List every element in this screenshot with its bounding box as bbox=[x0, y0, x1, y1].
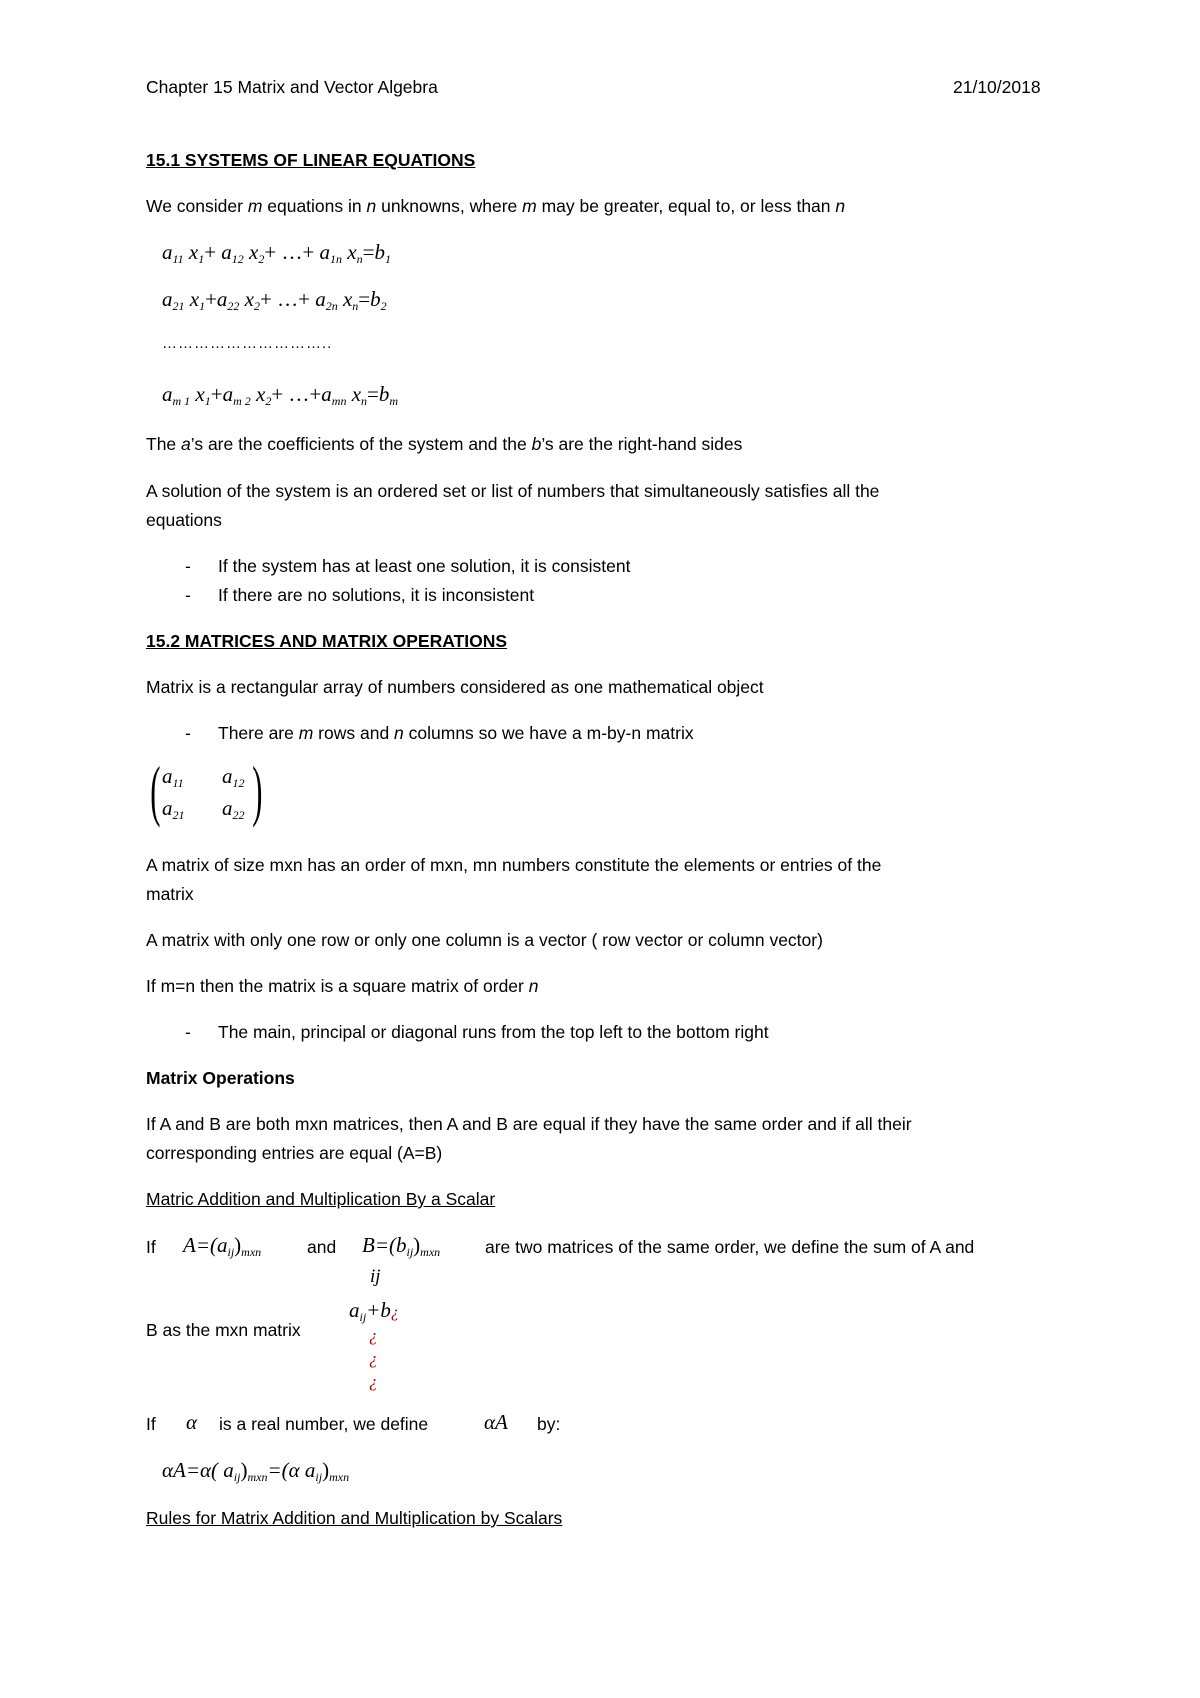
alpha-symbol: α bbox=[186, 1410, 198, 1434]
header-date: 21/10/2018 bbox=[953, 77, 1041, 97]
sum-index-label: ij bbox=[370, 1266, 381, 1287]
section-heading-15-1: 15.1 SYSTEMS OF LINEAR EQUATIONS bbox=[146, 150, 476, 170]
bullet-marker: - bbox=[185, 585, 191, 605]
example-matrix bbox=[150, 752, 270, 836]
size-paragraph-line-1: A matrix of size mxn has an order of mxn, mn numbers constitute the elements or entries of the bbox=[146, 855, 882, 875]
bullet-rows-columns: There are m rows and n columns so we have a m-by-n matrix bbox=[218, 723, 694, 743]
alpha-A-symbol: αA bbox=[484, 1410, 508, 1434]
chapter-title: Chapter 15 Matrix and Vector Algebra bbox=[146, 77, 438, 97]
sum-definition-text: B as the mxn matrix bbox=[146, 1320, 301, 1340]
solution-paragraph-line-2: equations bbox=[146, 510, 222, 530]
if-label: If bbox=[146, 1414, 156, 1434]
sum-expression: $a_{ij}+b¿$ bbox=[349, 1298, 399, 1324]
rules-subheading: Rules for Matrix Addition and Multiplication by Scalars bbox=[146, 1508, 563, 1528]
equation-row-2: $a_{21}$ $x_1+a_{22}$ $x_2+$ …+ $a_{2n}$ $x_n=b_2$ bbox=[162, 287, 387, 313]
right-parenthesis: ) bbox=[252, 752, 263, 828]
real-number-text: is a real number, we define bbox=[219, 1414, 429, 1434]
left-parenthesis: ( bbox=[150, 752, 161, 828]
matrix-entry-a11: $a_{11}$ bbox=[162, 764, 184, 790]
matrix-definition: Matrix is a rectangular array of numbers considered as one mathematical object bbox=[146, 677, 764, 697]
equality-paragraph-line-1: If A and B are both mxn matrices, then A and B are equal if they have the same order and if all their bbox=[146, 1114, 912, 1134]
bullet-consistent: If the system has at least one solution, it is consistent bbox=[218, 556, 631, 576]
inverted-question-glyph: ¿ bbox=[369, 1349, 378, 1368]
same-order-text: are two matrices of the same order, we define the sum of A and bbox=[485, 1237, 975, 1257]
scalar-multiplication-equation: αA=α( $a_{ij})_{mxn}=(\alpha$ $a_{ij})_{mxn}$ bbox=[162, 1458, 350, 1484]
addition-subheading: Matric Addition and Multiplication By a Scalar bbox=[146, 1189, 496, 1209]
equality-paragraph-line-2: corresponding entries are equal (A=B) bbox=[146, 1143, 443, 1163]
vector-paragraph: A matrix with only one row or only one column is a vector ( row vector or column vector) bbox=[146, 930, 823, 950]
matrix-entry-a21: $a_{21}$ bbox=[162, 796, 185, 822]
intro-paragraph: We consider m equations in n unknowns, where m may be greater, equal to, or less than n bbox=[146, 196, 846, 216]
matrix-entry-a22: $a_{22}$ bbox=[222, 796, 245, 822]
solution-paragraph-line-1: A solution of the system is an ordered set or list of numbers that simultaneously satisfies all the bbox=[146, 481, 880, 501]
by-label: by: bbox=[537, 1414, 561, 1434]
bullet-marker: - bbox=[185, 556, 191, 576]
matrix-A-definition: $A=(a_{ij})_{mxn}$ bbox=[183, 1233, 262, 1259]
matrix-B-definition: $B=(b_{ij})_{mxn}$ bbox=[362, 1233, 441, 1259]
if-label: If bbox=[146, 1237, 156, 1257]
section-heading-15-2: 15.2 MATRICES AND MATRIX OPERATIONS bbox=[146, 631, 508, 651]
bullet-marker: - bbox=[185, 723, 191, 743]
equation-row-1: $a_{11}$ $x_1+ a_{12}$ $x_2+$ …+ $a_{1n}$ $x_n=b_1$ bbox=[162, 240, 391, 266]
square-matrix-paragraph: If m=n then the matrix is a square matrix of order n bbox=[146, 976, 539, 996]
and-label: and bbox=[307, 1237, 337, 1257]
inverted-question-glyph: ¿ bbox=[369, 1326, 378, 1345]
matrix-operations-heading: Matrix Operations bbox=[146, 1068, 295, 1088]
size-paragraph-line-2: matrix bbox=[146, 884, 194, 904]
bullet-diagonal: The main, principal or diagonal runs from the top left to the bottom right bbox=[218, 1022, 769, 1042]
bullet-inconsistent: If there are no solutions, it is inconsistent bbox=[218, 585, 535, 605]
equation-row-m: $a_{m 1}$ $x_1+a_{m 2}$ $x_2+$ $\dots+a_{mn}$ $x_n=b_m$ bbox=[162, 382, 399, 408]
coefficients-paragraph: The a’s are the coefficients of the system and the b’s are the right-hand sides bbox=[146, 434, 743, 454]
equation-ellipsis: ………………………….. bbox=[162, 335, 333, 352]
matrix-entry-a12: $a_{12}$ bbox=[222, 764, 245, 790]
inverted-question-glyph: ¿ bbox=[369, 1372, 378, 1391]
bullet-marker: - bbox=[185, 1022, 191, 1042]
